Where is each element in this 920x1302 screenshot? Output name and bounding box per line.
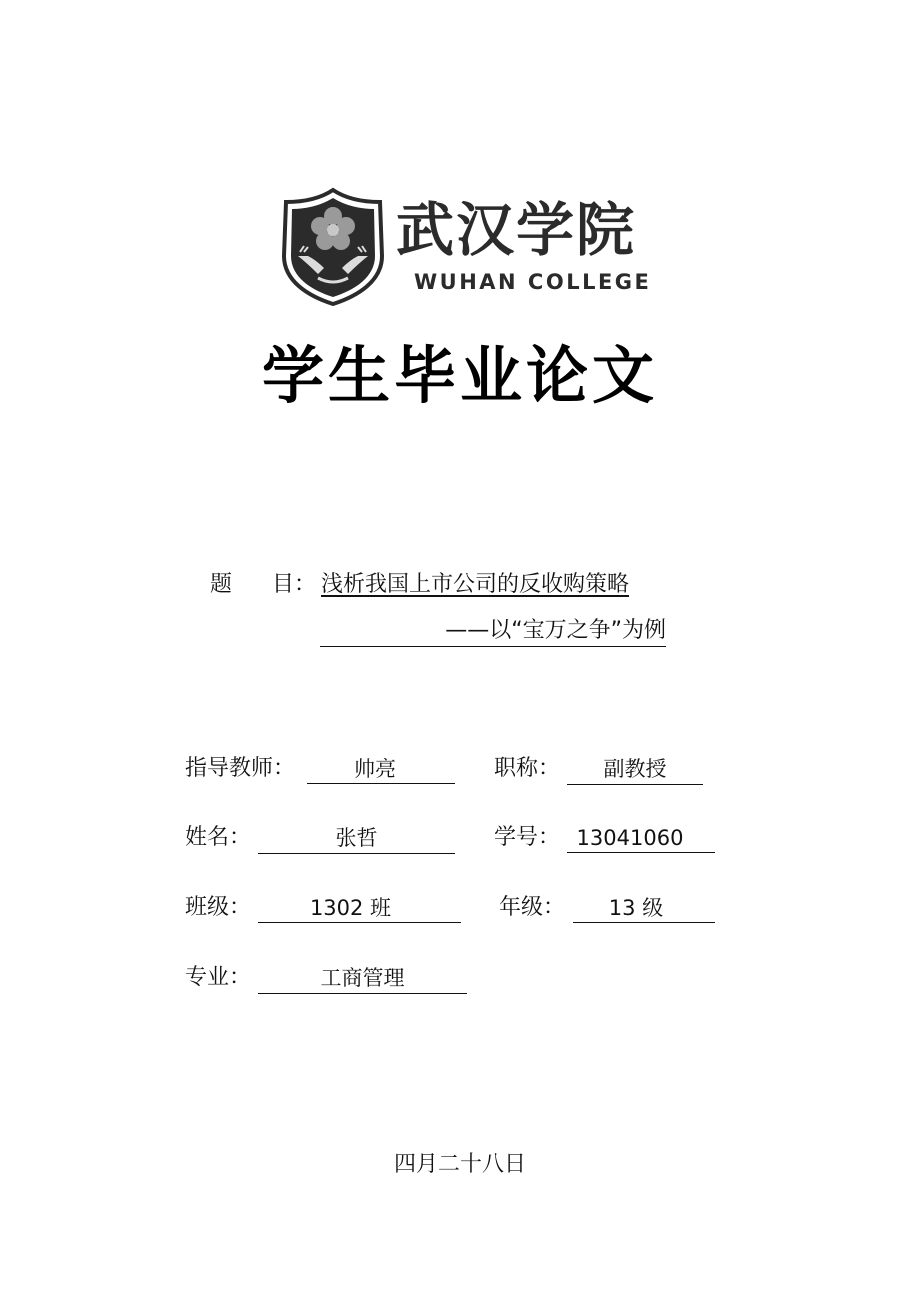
cover-title: 学生毕业论文 xyxy=(261,339,658,412)
logo-english-name: WUHAN COLLEGE xyxy=(414,270,652,294)
thesis-label-char2: 目： xyxy=(272,572,317,597)
thesis-label-char1: 题 xyxy=(210,572,233,597)
major-label: 专业： xyxy=(185,965,252,990)
advisor-label: 指导教师： xyxy=(185,756,296,781)
student-id-value: 13041060 xyxy=(567,823,715,853)
thesis-title-line1: 浅析我国上市公司的反收购策略 xyxy=(321,572,630,597)
rank-label: 职称： xyxy=(494,756,561,781)
college-logo xyxy=(278,186,668,306)
advisor-value: 帅亮 xyxy=(307,754,455,784)
major-value: 工商管理 xyxy=(258,963,467,994)
grade-value: 13 级 xyxy=(573,893,715,923)
student-id-label: 学号： xyxy=(494,825,561,850)
class-value: 1302 班 xyxy=(258,893,461,923)
name-label: 姓名： xyxy=(185,825,252,850)
logo-chinese-name: 武汉学院 xyxy=(396,196,637,264)
class-label: 班级： xyxy=(185,895,252,920)
grade-label: 年级： xyxy=(499,895,566,920)
thesis-title-line2: ——以“宝万之争”为例 xyxy=(320,616,666,647)
rank-value: 副教授 xyxy=(567,754,703,785)
name-value: 张哲 xyxy=(258,823,455,854)
submission-date: 四月二十八日 xyxy=(393,1152,526,1177)
college-emblem-icon xyxy=(278,186,388,306)
